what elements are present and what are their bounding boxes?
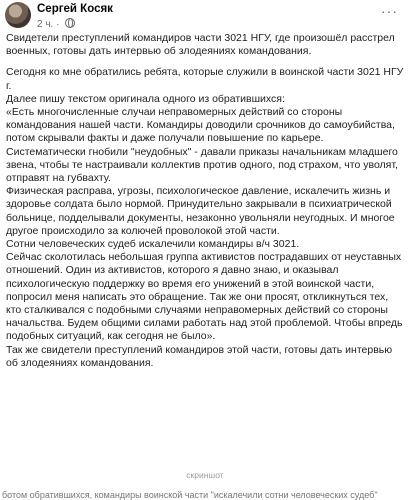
post-paragraph: Сегодня ко мне обратились ребята, которые служили в воинской части 3021 НГУ г. [6,66,404,92]
post-paragraph: Свидетели преступлений командиров части 3021 НГУ, где произошёл расстрел военных, готовы дать интервью об злодеяниях командования. [6,32,395,58]
post-paragraph: Так же свидетели преступлений командиров этой части, готовы дать интервью об злодеяниях командования. [6,343,393,369]
screenshot-watermark: скриншот [186,470,224,480]
post-time[interactable]: 2 ч. [37,19,54,30]
post-paragraph: Сотни человеческих судеб искалечили командиры в/ч 3021. [6,238,300,251]
post-paragraph: Физическая расправа, угрозы, психологическое давление, искалечить жизнь и здоровье солдата было нормой. Принудительно закрывали в психиатрической больнице, подделывали документы, незаконно увольняли неугодных. И многое другое происходило за колючей проволокой этой части. [6,185,395,237]
post-paragraph: Сейчас сколотилась небольшая группа активистов пострадавших от неуставных отношений. Один из активистов, которого я давно знаю, и оказывал психологическую поддержку во время его унижений в этой воинской части, попросил меня написать это обращение. Так же они просят, откликнуться тех, кто сталкивался с подобными случаями неправомерных действий со стороны начальства. Будем общими силами работать над этой проблемой. Чтобы впредь подобных ситуаций, как сегодня не было». [6,251,403,343]
post-paragraph: Далее пишу текстом оригинала одного из обратившихся: [6,92,285,105]
post-body [6,32,406,370]
post-header [0,0,410,34]
author-avatar[interactable] [5,2,31,28]
globe-icon [65,18,75,28]
more-options-icon[interactable]: ··· [381,3,398,19]
post-meta [37,18,75,30]
post-paragraph: Систематически гнобили "неудобных" - давали приказы начальникам младшего звена, чтобы те настраивали коллектив против одного, под страхом, что уволят, отправят на губвахту. [6,145,398,185]
author-name[interactable]: Сергей Косяк [37,3,113,15]
post-paragraph: «Есть многочисленные случаи неправомерных действий со стороны командования нашей части. Командиры доводили срочников до самоубийства, потом скрывали факты и даже получали повышение по карьере. [6,106,395,145]
meta-separator: · [56,19,60,30]
caption-strip: ботом обратившихся, командиры воинской части "искалечили сотни человеческих судеб" [2,490,378,500]
